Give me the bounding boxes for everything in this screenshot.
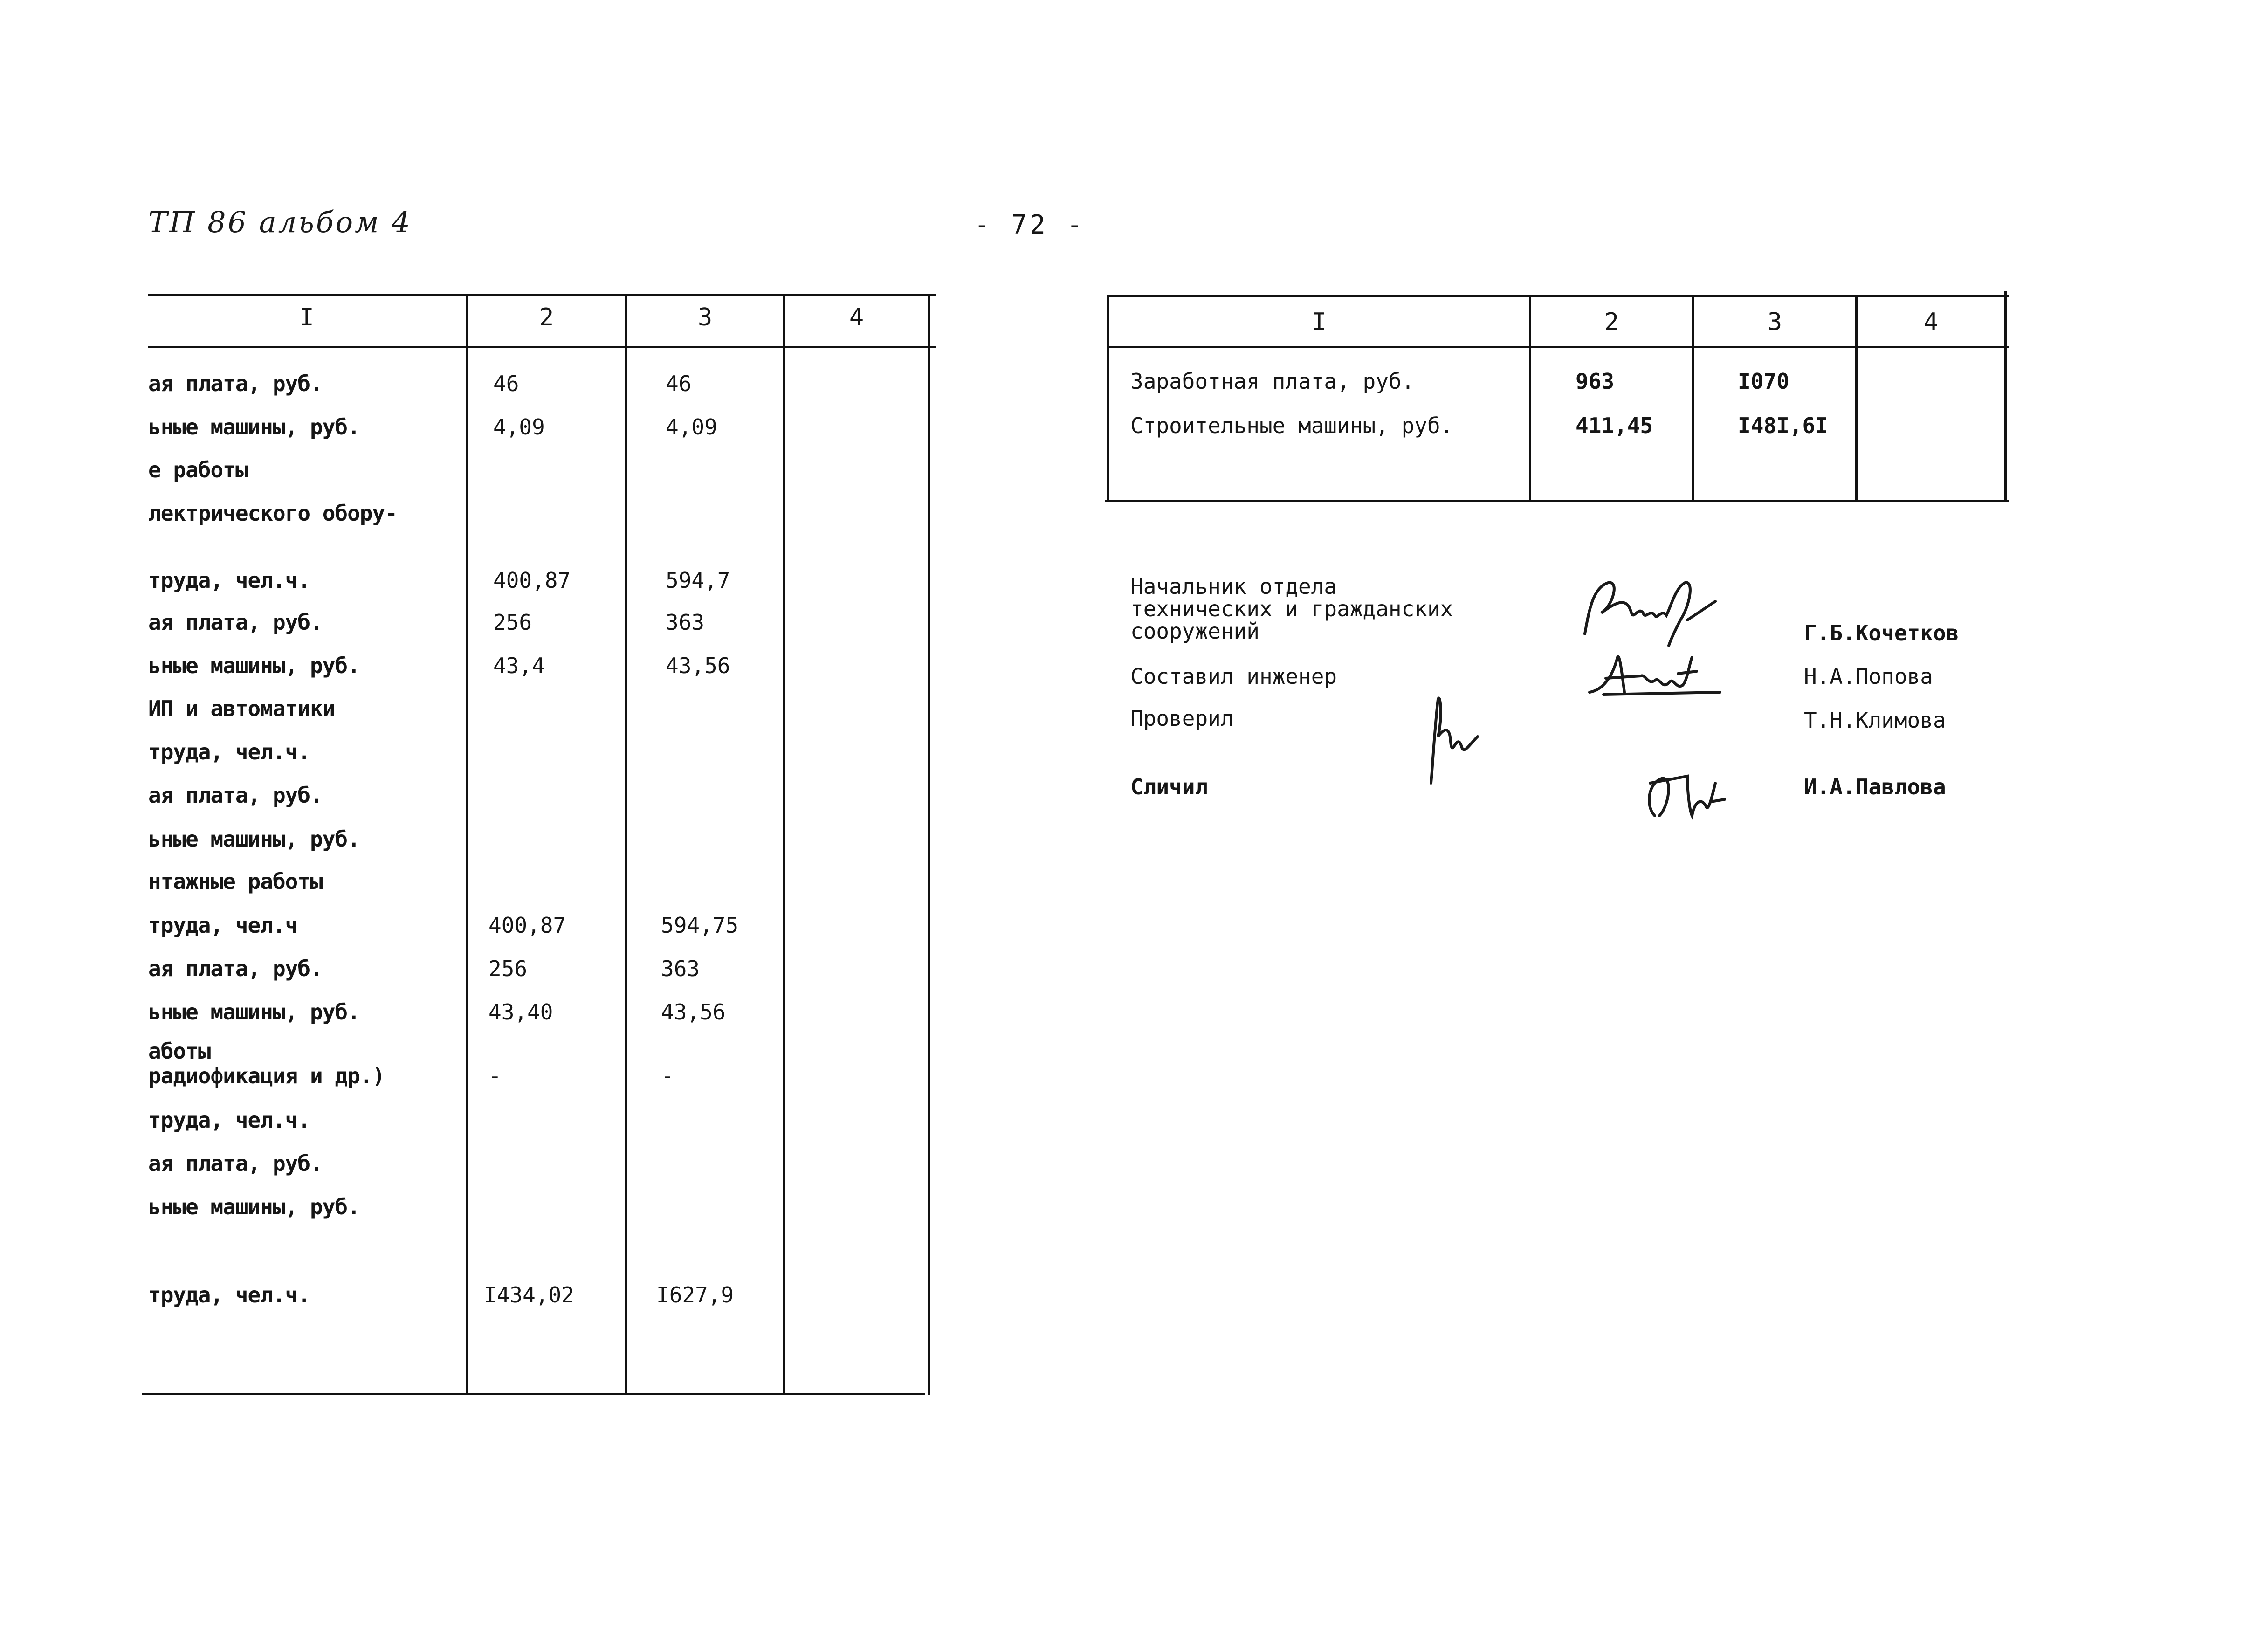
head-title-line-2: технических и гражданских (1130, 596, 1453, 621)
table-row-label: лектрического обору- (148, 501, 397, 526)
table-row-label: ая плата, руб. (148, 956, 323, 981)
table-row-label: аботы (148, 1039, 211, 1064)
table-cell: 256 (489, 956, 528, 981)
left-table-header-col-1: I (299, 303, 314, 331)
table-cell: - (661, 1063, 674, 1088)
head-title-line-1: Начальник отдела (1130, 574, 1337, 599)
right-table-right-border (2004, 291, 2007, 502)
right-table-bottom-border (1105, 500, 2009, 502)
compiled-label: Составил инженер (1130, 664, 1337, 689)
right-table-header-col-2: 2 (1604, 308, 1619, 336)
table-cell: 963 (1576, 369, 1615, 394)
table-row-label: труда, чел.ч. (148, 739, 310, 764)
left-table-col-divider-3 (783, 294, 785, 1395)
left-table-col-divider-1 (466, 294, 468, 1395)
table-cell: 363 (666, 610, 705, 635)
table-row-label: Заработная плата, руб. (1130, 369, 1415, 394)
compiled-name: Н.А.Попова (1804, 664, 1933, 689)
left-table-header-col-4: 4 (849, 303, 864, 331)
table-cell: 363 (661, 956, 700, 981)
signature-compiled-mark (1585, 648, 1729, 704)
table-cell: 400,87 (489, 913, 566, 938)
table-cell: 4,09 (666, 414, 717, 440)
table-cell: I434,02 (484, 1282, 574, 1308)
table-row-label: ая плата, руб. (148, 371, 323, 396)
table-cell: I627,9 (656, 1282, 734, 1308)
table-row-label: е работы (148, 457, 248, 482)
table-cell: 43,56 (661, 999, 726, 1025)
table-cell: 594,75 (661, 913, 739, 938)
right-table-header-divider (1107, 346, 2009, 348)
table-cell: 46 (493, 371, 519, 396)
table-cell: 43,56 (666, 653, 730, 678)
right-table-header-col-4: 4 (1923, 308, 1939, 336)
table-row-label: ьные машины, руб. (148, 999, 360, 1025)
table-row-label: Строительные машины, руб. (1130, 413, 1453, 438)
table-cell: 256 (493, 610, 532, 635)
table-cell: I070 (1738, 369, 1789, 394)
head-name: Г.Б.Кочетков (1804, 620, 1959, 646)
left-table-col-divider-2 (625, 294, 627, 1395)
table-row-label: ая плата, руб. (148, 610, 323, 635)
signature-collated-mark (1636, 764, 1729, 825)
collated-label: Сличил (1130, 774, 1208, 799)
table-cell: 46 (666, 371, 692, 396)
left-table-bottom-border (142, 1393, 925, 1395)
table-cell: 594,7 (666, 568, 730, 593)
table-row-label: нтажные работы (148, 869, 323, 894)
checked-label: Проверил (1130, 706, 1234, 731)
head-title-line-3: сооружений (1130, 619, 1259, 644)
left-table-right-border (928, 294, 930, 1395)
table-cell: 4,09 (493, 414, 545, 440)
left-table-top-border (148, 294, 936, 296)
table-cell: - (489, 1063, 502, 1088)
left-table-header-col-2: 2 (539, 303, 554, 331)
left-table-header-divider (148, 346, 936, 348)
table-row-label: труда, чел.ч. (148, 1108, 310, 1133)
table-row-label: ьные машины, руб. (148, 826, 360, 852)
signature-head-mark (1576, 569, 1743, 648)
table-row-label: ьные машины, руб. (148, 1194, 360, 1219)
table-row-label: труда, чел.ч (148, 913, 298, 938)
table-row-label: ИП и автоматики (148, 696, 335, 721)
left-table-header-col-3: 3 (697, 303, 713, 331)
table-cell: 43,40 (489, 999, 553, 1025)
table-row-label: труда, чел.ч. (148, 1282, 310, 1308)
table-row-label: радиофикация и др.) (148, 1063, 385, 1088)
table-row-label: ьные машины, руб. (148, 653, 360, 678)
collated-name: И.А.Павлова (1804, 774, 1946, 799)
table-cell: 43,4 (493, 653, 545, 678)
table-cell: I48I,6I (1738, 413, 1828, 438)
table-row-label: труда, чел.ч. (148, 568, 310, 593)
checked-name: Т.Н.Климова (1804, 708, 1946, 733)
document-code-handwritten: ТП 86 альбом 4 (148, 205, 412, 239)
table-cell: 411,45 (1576, 413, 1653, 438)
page-number: - 72 - (974, 210, 1086, 240)
right-table-top-border (1107, 295, 2009, 297)
signature-checked-mark (1417, 690, 1487, 788)
table-cell: 400,87 (493, 568, 571, 593)
table-row-label: ьные машины, руб. (148, 414, 360, 440)
right-table-header-col-3: 3 (1767, 308, 1782, 336)
right-table-header-col-1: I (1312, 308, 1327, 336)
table-row-label: ая плата, руб. (148, 783, 323, 808)
table-row-label: ая плата, руб. (148, 1151, 323, 1176)
